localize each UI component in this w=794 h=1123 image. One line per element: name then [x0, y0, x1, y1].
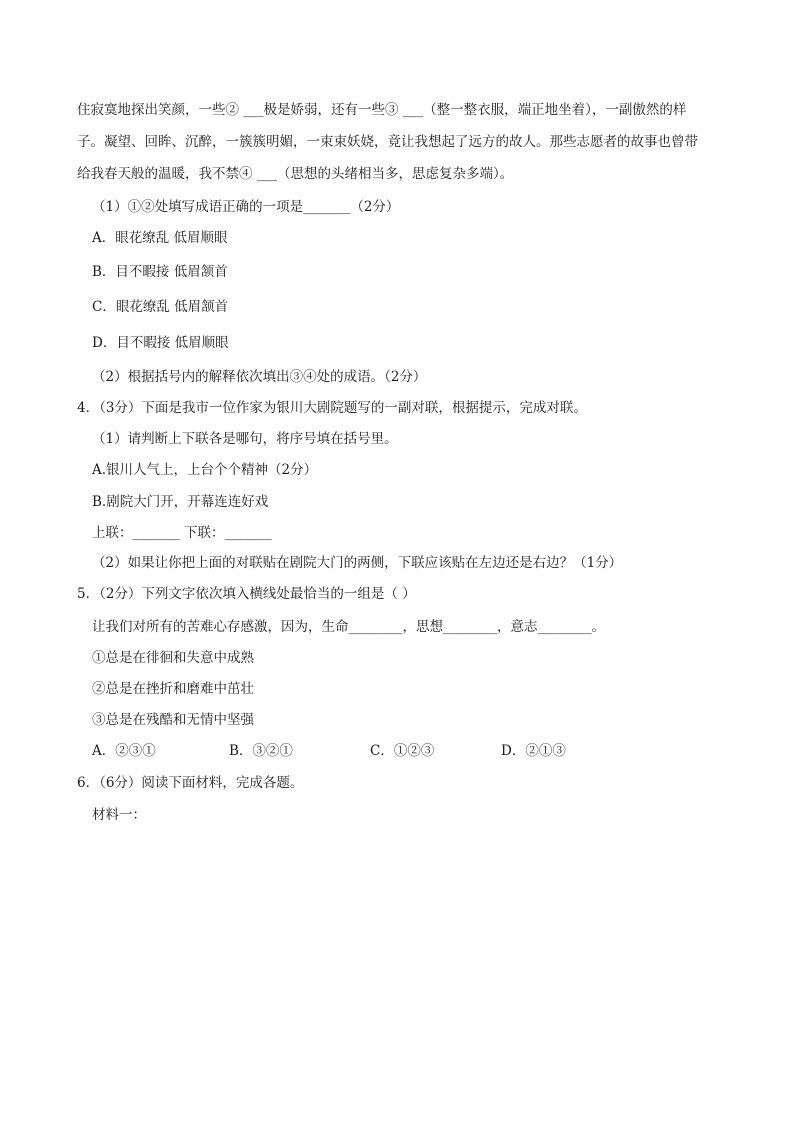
paragraph-line-2: 子。凝望、回眸、沉醉，一簇簇明媚，一束束妖娆，竟让我想起了远方的故人。那些志愿者的故事也曾带: [77, 134, 698, 150]
q4-stem: 4．（3分）下面是我市一位作家为银川大剧院题写的一副对联，根据提示，完成对联。: [77, 400, 587, 416]
q5-choices: [92, 741, 652, 761]
q3-sub-question-2: （2）根据括号内的解释依次填出③④处的成语。（2分）: [92, 369, 427, 385]
q5-item-3: ③总是在残酷和无情中坚强: [92, 712, 254, 728]
q6-stem: 6．（6分）阅读下面材料，完成各题。: [77, 775, 304, 791]
q5-stem: 5．（2分）下列文字依次填入横线处最恰当的一组是（ ）: [77, 586, 416, 602]
q4-sub-question-1: （1）请判断上下联各是哪句，将序号填在括号里。: [92, 431, 398, 447]
q4-answer-blanks: 上联：_______ 下联：_______: [92, 525, 272, 541]
q5-item-1: ①总是在徘徊和失意中成熟: [92, 650, 254, 666]
q5-choice-a: A．②③①: [92, 743, 156, 759]
q5-choice-d: D．②①③: [501, 743, 566, 759]
q5-item-2: ②总是在挫折和磨难中茁壮: [92, 681, 254, 697]
q3-option-a: A．眼花缭乱 低眉顺眼: [92, 230, 228, 246]
q5-choice-b: B．③②①: [229, 743, 293, 759]
q3-option-c: C．眼花缭乱 低眉颔首: [92, 299, 229, 315]
q5-choice-c: C．①②③: [370, 743, 435, 759]
q6-material-label: 材料一：: [92, 807, 146, 823]
q5-text: 让我们对所有的苦难心存感激，因为，生命________，思想________，意志________。: [92, 619, 605, 635]
q3-option-b: B．目不暇接 低眉颔首: [92, 264, 228, 280]
q3-sub-question-1: （1）①②处填写成语正确的一项是_______（2分）: [92, 199, 400, 215]
q4-couplet-b: B.剧院大门开，开幕连连好戏: [92, 494, 269, 510]
paragraph-line-3: 给我春天般的温暖，我不禁④ ___（思想的头绪相当多，思虑复杂多端）。: [77, 166, 514, 182]
paragraph-line-1: 住寂寞地探出笑颜，一些② ___极是娇弱，还有一些③ ___（整一整衣服，端正地坐着），一副傲然的样: [77, 102, 687, 118]
q3-option-d: D．目不暇接 低眉顺眼: [92, 335, 229, 351]
q4-couplet-a: A.银川人气上，上台个个精神（2分）: [92, 462, 318, 478]
q4-sub-question-2: （2）如果让你把上面的对联贴在剧院大门的两侧，下联应该贴在左边还是右边？（1分）: [92, 555, 623, 571]
